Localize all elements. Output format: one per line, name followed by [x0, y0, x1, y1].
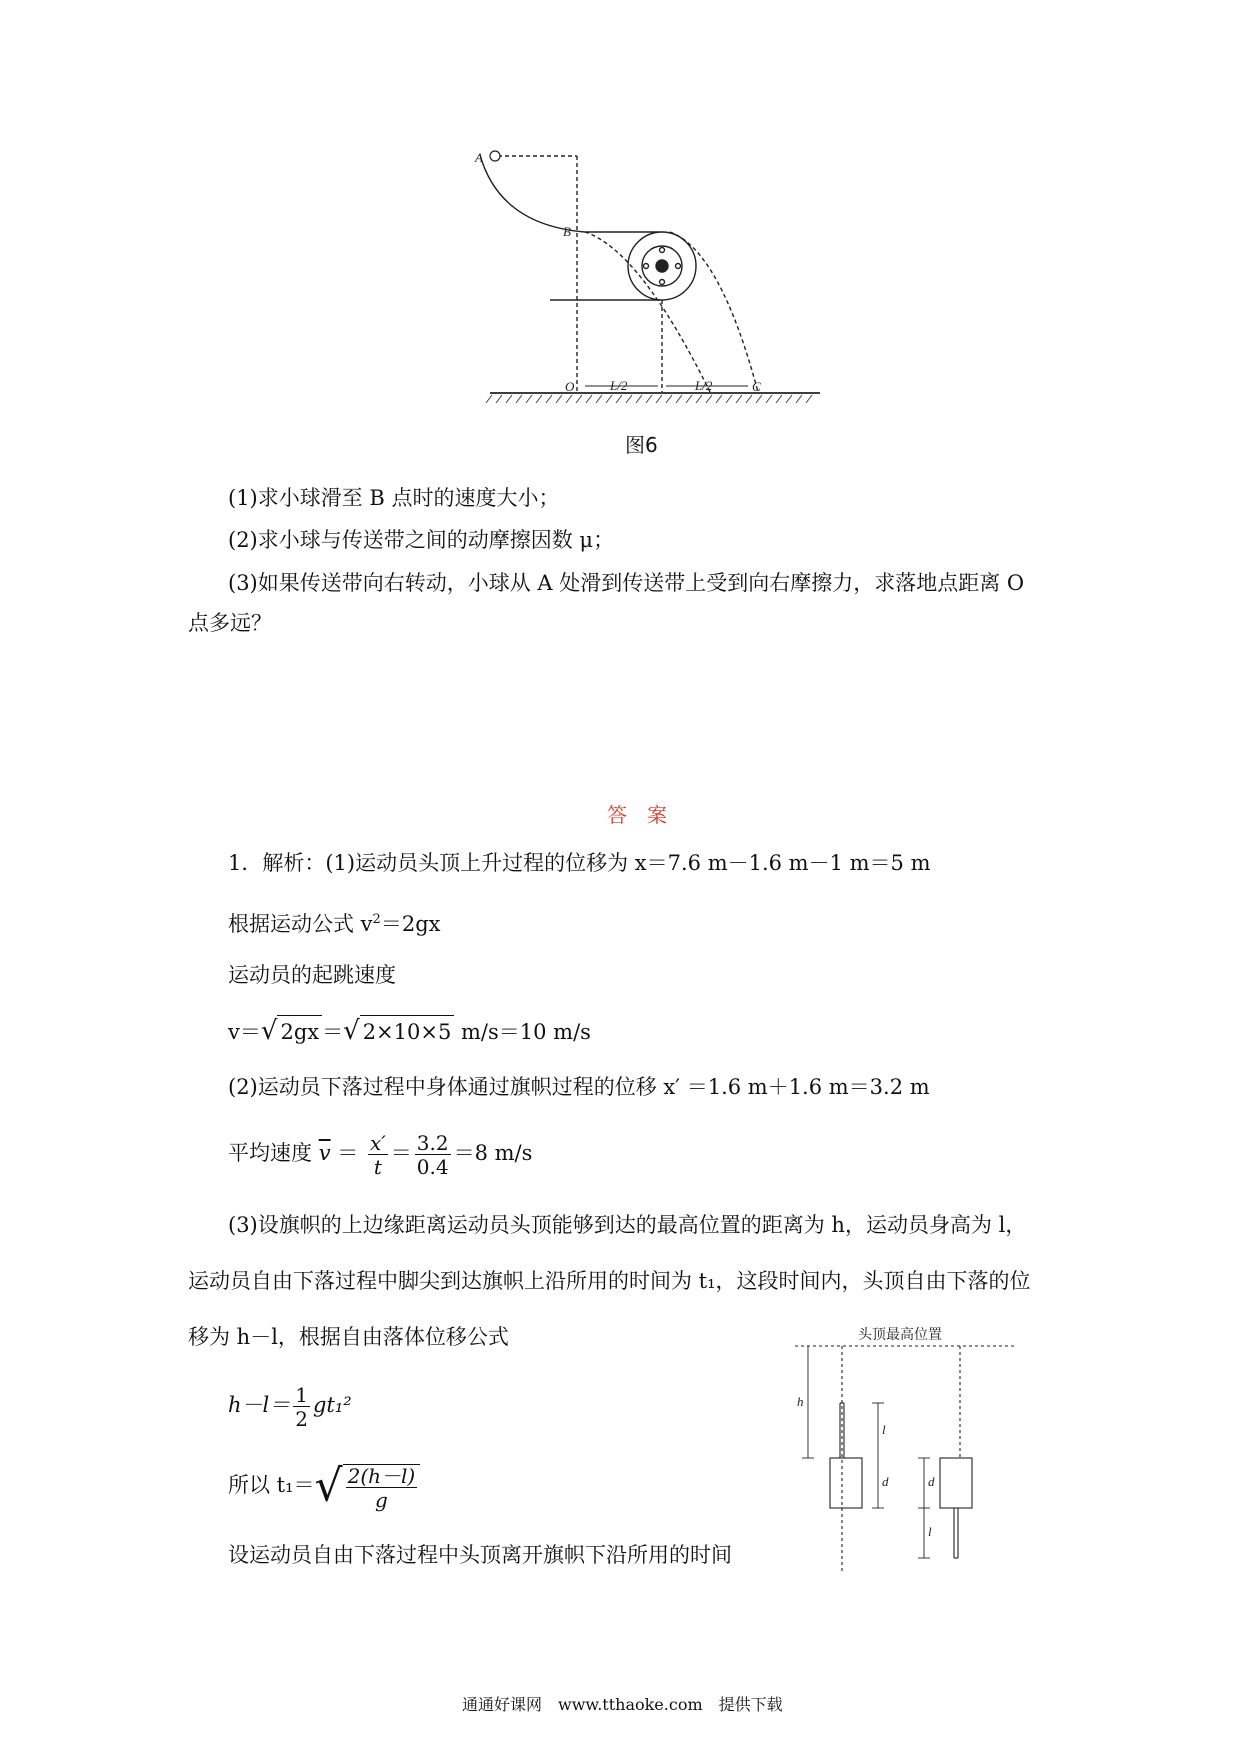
takeoff-v: v＝ [228, 1020, 261, 1044]
solution-line-9: 移为 h－l，根据自由落体位移公式 [188, 1325, 509, 1349]
footer-text: 通通好课网 www.tthaoke.com 提供下载 [462, 1695, 783, 1714]
question-2: (2)求小球与传送带之间的动摩擦因数 μ； [228, 528, 615, 552]
label-c: C [752, 379, 761, 394]
sqrt-body-2: 2×10×5 [360, 1015, 455, 1047]
label-half-2: L/2 [695, 378, 713, 393]
solution-line-10 [228, 1380, 352, 1430]
solution-line-12: 设运动员自由下落过程中头顶离开旗帜下沿所用的时间 [228, 1543, 732, 1567]
solution-line-2 [228, 905, 440, 939]
solution-line-5: (2)运动员下落过程中身体通过旗帜过程的位移 x′ ＝1.6 m＋1.6 m＝3.2 m [228, 1075, 930, 1099]
fraction-3-2-over-0-4: $\frac{3.2}{0.4}$ [416, 1130, 449, 1179]
answer-heading: 答 案 [607, 803, 667, 827]
sqrt-icon: √ [314, 1460, 343, 1512]
sqrt-icon: √ [260, 1016, 278, 1046]
question-1: (1)求小球滑至 B 点时的速度大小； [228, 486, 560, 510]
solution-line-1: 1．解析：(1)运动员头顶上升过程的位移为 x＝7.6 m－1.6 m－1 m＝5 m [228, 851, 931, 875]
label-l-2: l [928, 1524, 932, 1539]
takeoff-eq: ＝ [322, 1020, 344, 1044]
figure-caption: 图6 [625, 433, 658, 457]
label-d-2: d [928, 1474, 935, 1489]
h-minus-l: h－l＝ [228, 1393, 291, 1417]
avg-speed-result: ＝8 m/s [453, 1141, 533, 1165]
fraction-one-half: $\frac{1}{2}$ [295, 1382, 308, 1431]
question-3: (3)如果传送带向右转动，小球从 A 处滑到传送带上受到向右摩擦力，求落地点距离 O [228, 571, 1025, 595]
solution-line-2-sup: 2 [372, 912, 381, 927]
ball [490, 151, 500, 161]
avg-speed-eq: ＝ [337, 1141, 359, 1165]
avg-speed-label: 平均速度 [228, 1141, 312, 1165]
solution-line-3: 运动员的起跳速度 [228, 963, 396, 987]
label-l-1: l [882, 1422, 886, 1437]
side-figure-title: 头顶最高位置 [858, 1327, 942, 1343]
question-3-cont: 点多远？ [188, 611, 272, 635]
label-half-1: L/2 [610, 378, 628, 393]
fraction-under-root: $\frac{2(h-l)}{g}$ [343, 1464, 421, 1510]
takeoff-result: m/s＝10 m/s [454, 1020, 591, 1044]
label-h: h [797, 1394, 804, 1409]
solution-line-2-text: 根据运动公式 v [228, 912, 373, 936]
solution-line-6 [228, 1128, 532, 1178]
avg-speed-symbol: $\overline{v}$ [318, 1141, 331, 1165]
solution-line-11 [228, 1455, 423, 1517]
flag-athlete-diagram [790, 1318, 1020, 1578]
solution-line-4 [228, 1015, 591, 1047]
sqrt-icon: √ [343, 1016, 360, 1046]
solution-line-8: 运动员自由下落过程中脚尖到达旗帜上沿所用的时间为 t₁，这段时间内，头顶自由下落的位 [188, 1269, 1031, 1293]
sqrt-body-1: 2gx [277, 1015, 322, 1047]
so-t1: 所以 t₁＝ [228, 1473, 315, 1497]
solution-line-7: (3)设旗帜的上边缘距离运动员头顶能够到达的最高位置的距离为 h，运动员身高为 l， [228, 1213, 1027, 1237]
label-o: O [565, 379, 575, 394]
avg-speed-eq-2: ＝ [390, 1141, 412, 1165]
fraction-x-over-t: $\frac{x'}{t}$ [369, 1130, 386, 1179]
label-b: B [563, 224, 571, 239]
label-a: A [475, 150, 483, 165]
solution-line-2-tail: ＝2gx [380, 912, 441, 936]
label-d-1: d [882, 1474, 889, 1489]
figure-6-diagram [470, 140, 830, 410]
g-t1-squared: gt₁² [312, 1393, 352, 1417]
